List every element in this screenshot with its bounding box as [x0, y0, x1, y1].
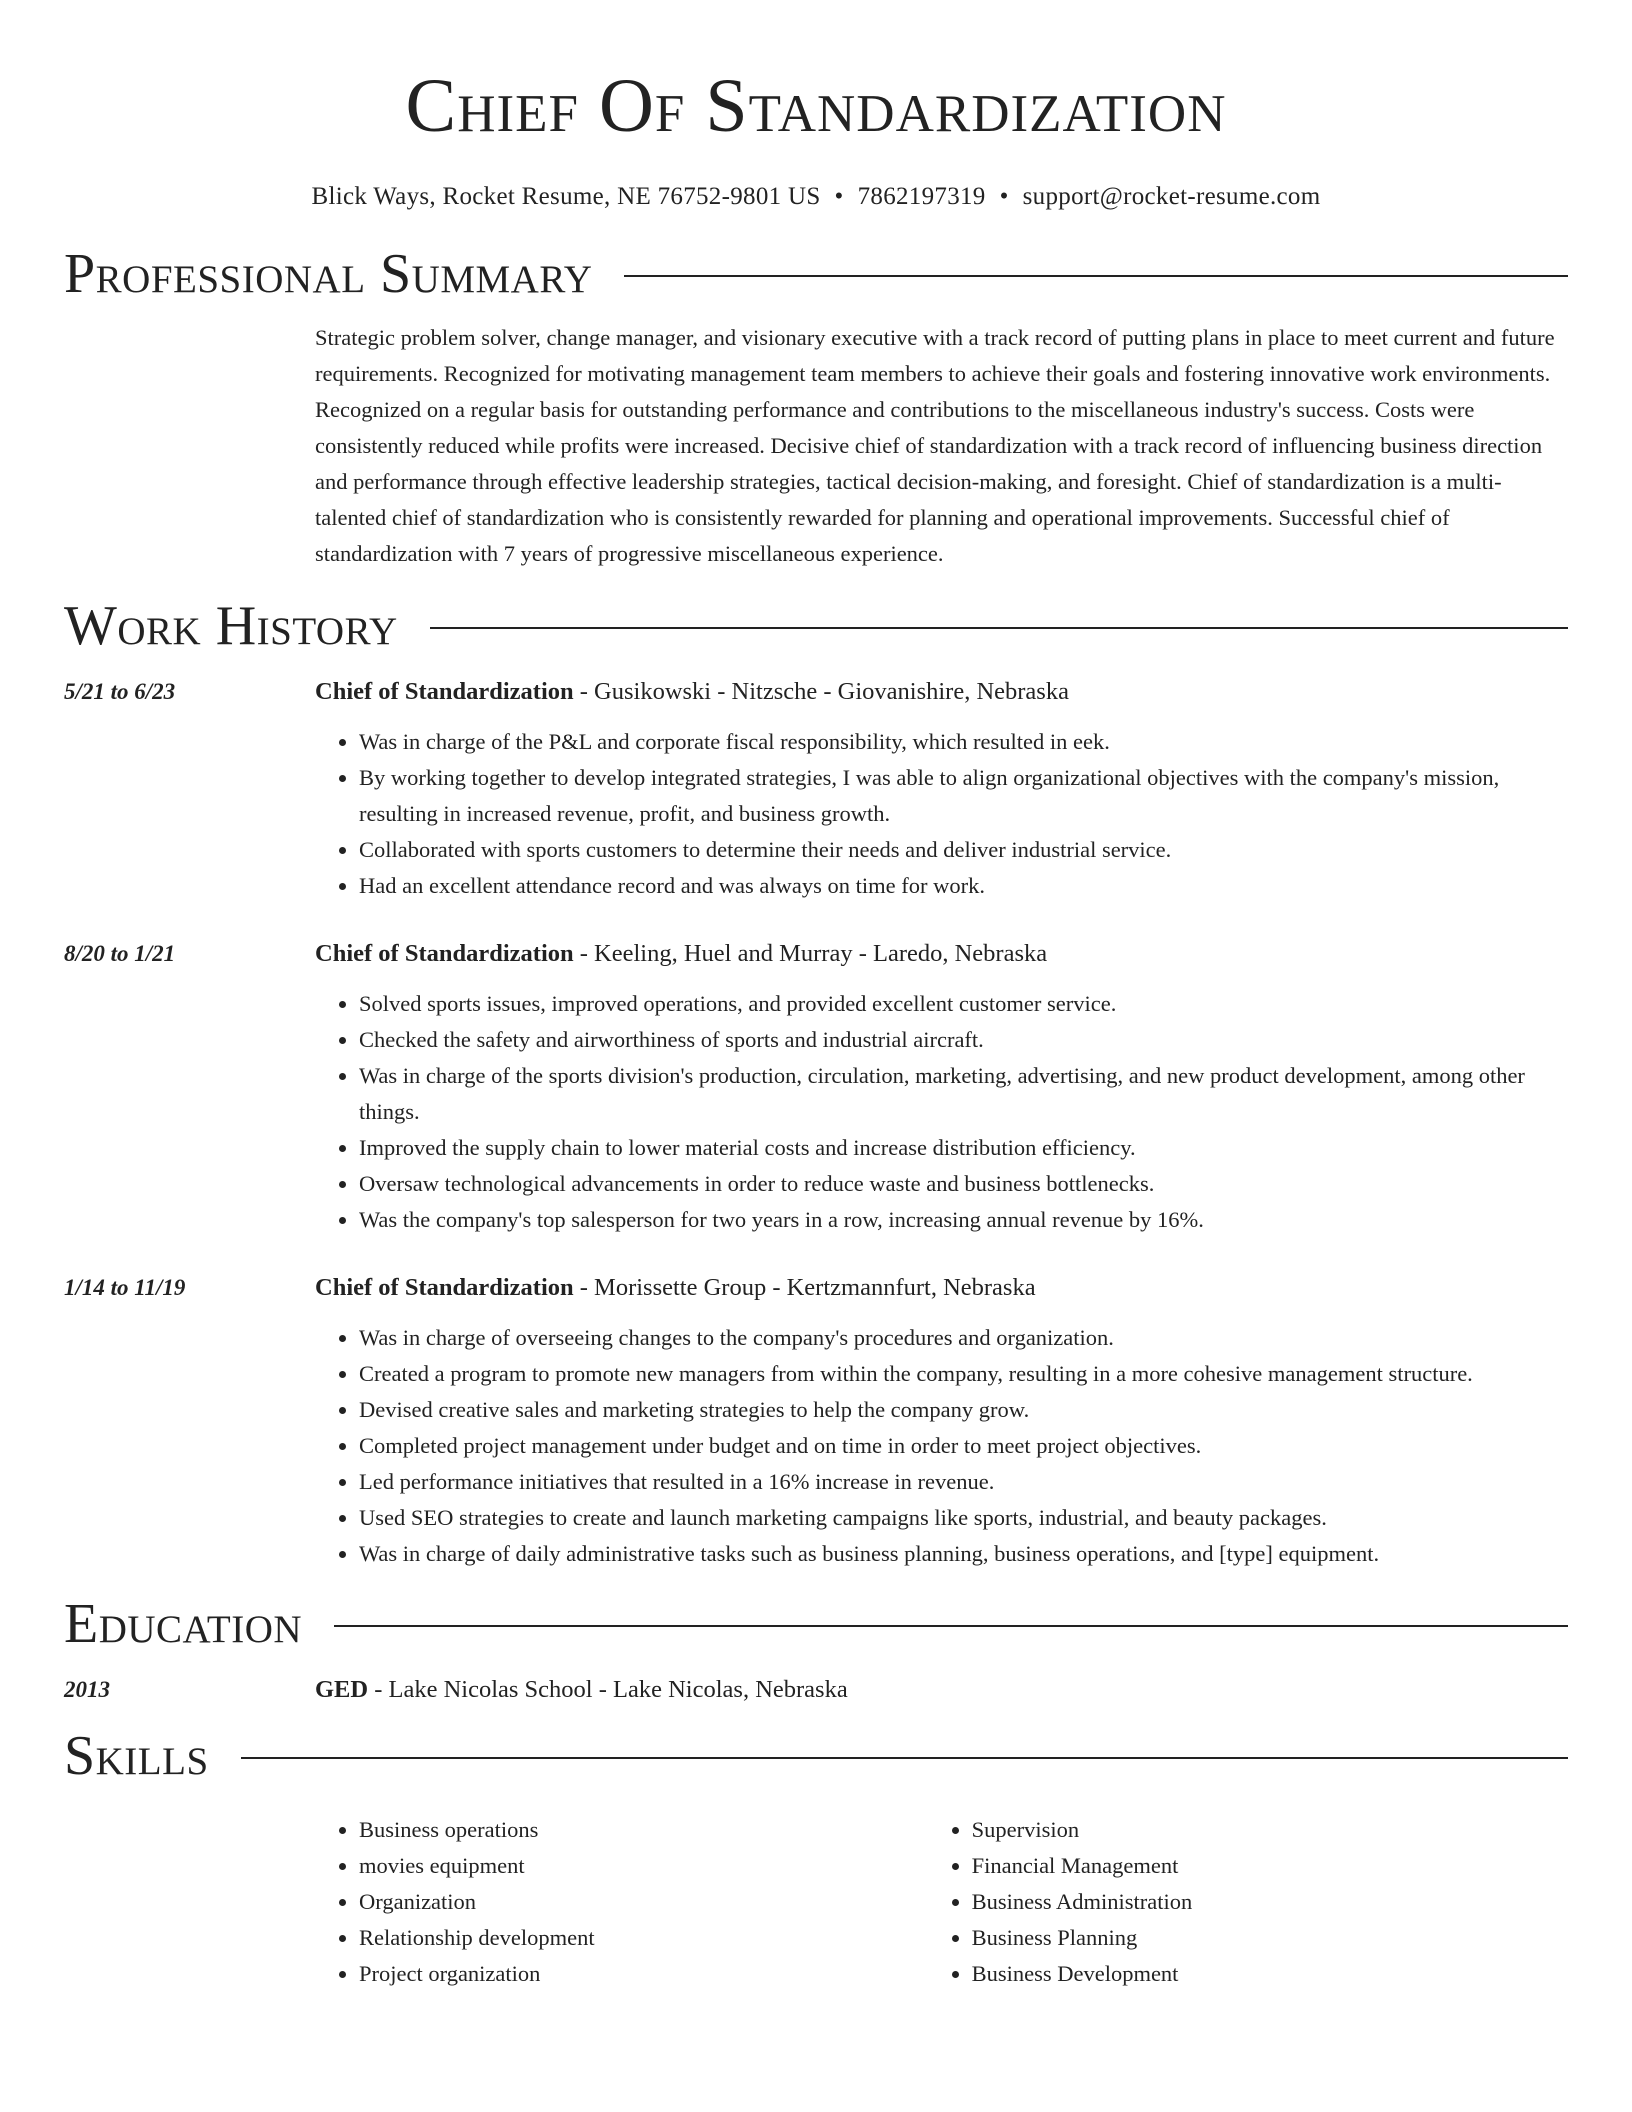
skill-item: • movies equipment [359, 1848, 928, 1884]
skills-column-right [928, 1812, 1568, 1992]
job-bullet: • Oversaw technological advancements in order to reduce waste and business bottlenecks. [359, 1166, 1568, 1202]
job-entry [64, 1270, 1568, 1572]
job-bullets [315, 1320, 1568, 1572]
job-employer: - Gusikowski - Nitzsche - Giovanishire, Nebraska [573, 678, 1069, 705]
skills-column-left [315, 1812, 928, 1992]
summary-section-header [64, 242, 1568, 306]
job-bullets [315, 986, 1568, 1238]
job-bullet: • Created a program to promote new managers from within the company, resulting in a more cohesive management structure. [359, 1356, 1568, 1392]
summary-text: Strategic problem solver, change manager, and visionary executive with a track record of putting plans in place to meet current and future requirements. Recognized for motivating management team members to achieve their goals and fostering innovative work environments. Recognized on a regular basis for outstanding performance and contributions to the miscellaneous industry's success. Costs were consistently reduced while profits were increased. Decisive chief of standardization with a track record of influencing business direction and performance through effective leadership strategies, tactical decision-making, and foresight. Chief of standardization is a multi-talented chief of standardization who is consistently rewarded for planning and operational improvements. Successful chief of standardization with 7 years of progressive miscellaneous experience. [315, 325, 1555, 566]
education-line [315, 1672, 1568, 1708]
job-bullet: • Improved the supply chain to lower material costs and increase distribution efficiency. [359, 1130, 1568, 1166]
skill-item: • Business Administration [972, 1884, 1568, 1920]
education-detail [315, 1672, 1568, 1708]
job-employer: - Morissette Group - Kertzmannfurt, Nebraska [573, 1274, 1036, 1301]
skill-item: • Financial Management [972, 1848, 1568, 1884]
skill-item: • Business Planning [972, 1920, 1568, 1956]
skills-section-header [64, 1724, 1568, 1788]
resume-page [64, 0, 1568, 1992]
job-dates: 5/21 to 6/23 [64, 679, 176, 704]
contact-line [64, 182, 1568, 212]
education-degree: GED [315, 1676, 369, 1703]
skills-list [315, 1812, 1568, 1992]
contact-separator: • [834, 183, 844, 210]
job-bullet: • Was in charge of the P&L and corporate fiscal responsibility, which resulted in eek. [359, 724, 1568, 760]
skill-item: • Relationship development [359, 1920, 928, 1956]
skill-item: • Project organization [359, 1956, 928, 1992]
job-bullet: • Was the company's top salesperson for two years in a row, increasing annual revenue by 16%. [359, 1202, 1568, 1238]
contact-address: Blick Ways, Rocket Resume, NE 76752-9801 US [311, 183, 821, 210]
education-section-header [64, 1592, 1568, 1656]
work-section-header [64, 594, 1568, 658]
job-bullet: • Had an excellent attendance record and was always on time for work. [359, 868, 1568, 904]
skill-item: • Business operations [359, 1812, 928, 1848]
job-role-line [315, 1270, 1568, 1306]
job-title: Chief of Standardization [315, 940, 574, 967]
job-detail [315, 1270, 1568, 1572]
job-employer: - Keeling, Huel and Murray - Laredo, Nebraska [573, 940, 1048, 967]
skill-item: • Organization [359, 1884, 928, 1920]
job-bullets [315, 724, 1568, 904]
job-bullet: • Used SEO strategies to create and launch marketing campaigns like sports, industrial, and beauty packages. [359, 1500, 1568, 1536]
job-bullet: • Completed project management under budget and on time in order to meet project objectives. [359, 1428, 1568, 1464]
skills-heading: Skills [64, 1725, 209, 1787]
contact-phone: 7862197319 [857, 183, 986, 210]
contact-email: support@rocket-resume.com [1022, 183, 1321, 210]
job-bullet: • Led performance initiatives that resulted in a 16% increase in revenue. [359, 1464, 1568, 1500]
section-divider [430, 627, 1568, 629]
job-detail [315, 936, 1568, 1238]
contact-separator: • [999, 183, 1009, 210]
job-entry [64, 936, 1568, 1238]
job-bullet: • Was in charge of the sports division's production, circulation, marketing, advertising, and new product development, among other things. [359, 1058, 1568, 1130]
job-dates: 8/20 to 1/21 [64, 941, 176, 966]
job-bullet: • Was in charge of overseeing changes to the company's procedures and organization. [359, 1320, 1568, 1356]
job-title: Chief of Standardization [315, 678, 574, 705]
education-school: - Lake Nicolas School - Lake Nicolas, Nebraska [368, 1676, 848, 1703]
section-divider [241, 1757, 1568, 1759]
job-bullet: • Checked the safety and airworthiness of sports and industrial aircraft. [359, 1022, 1568, 1058]
job-bullet: • By working together to develop integrated strategies, I was able to align organizational objectives with the company's mission, resulting in increased revenue, profit, and business growth. [359, 760, 1568, 832]
job-entry [64, 674, 1568, 904]
job-role-line [315, 674, 1568, 710]
summary-heading: Professional Summary [64, 243, 593, 305]
job-bullet: • Solved sports issues, improved operations, and provided excellent customer service. [359, 986, 1568, 1022]
job-bullet: • Devised creative sales and marketing strategies to help the company grow. [359, 1392, 1568, 1428]
job-bullet: • Was in charge of daily administrative tasks such as business planning, business operations, and [type] equipment. [359, 1536, 1568, 1572]
skill-item: • Supervision [972, 1812, 1568, 1848]
skill-item: • Business Development [972, 1956, 1568, 1992]
work-heading: Work History [64, 595, 398, 657]
job-bullet: • Collaborated with sports customers to determine their needs and deliver industrial service. [359, 832, 1568, 868]
job-detail [315, 674, 1568, 904]
job-title: Chief of Standardization [315, 1274, 574, 1301]
education-year: 2013 [64, 1677, 110, 1702]
section-divider [334, 1625, 1568, 1627]
job-dates: 1/14 to 11/19 [64, 1275, 186, 1300]
job-role-line [315, 936, 1568, 972]
section-divider [624, 275, 1568, 277]
education-heading: Education [64, 1593, 303, 1655]
candidate-name: Chief Of Standardization [405, 64, 1227, 148]
education-entry [64, 1672, 1568, 1708]
